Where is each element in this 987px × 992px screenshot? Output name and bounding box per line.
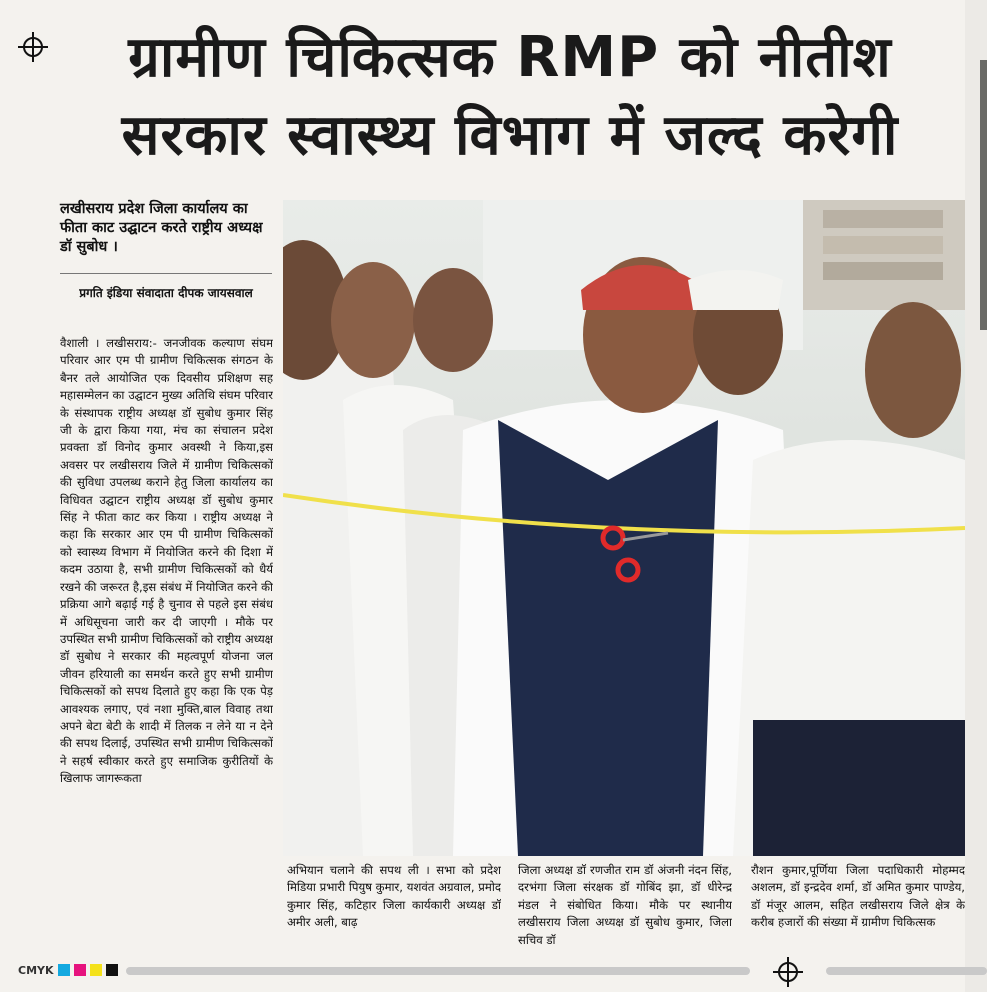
article-column-2: अभियान चलाने की सपथ ली । सभा को प्रदेश मिडिया प्रभारी पियुष कुमार, यशवंत अग्रवाल, प्रमोद कुमार सिंह, कटिहार जिला कार्यकारी अध्यक्ष डॉ अमीर अली, बाढ़	[287, 863, 501, 930]
registration-mark-icon	[18, 32, 48, 62]
registration-mark-icon	[773, 957, 803, 987]
ribbon-cutting-photo	[283, 200, 965, 856]
yellow-swatch	[90, 964, 102, 976]
headline-line-1: ग्रामीण चिकित्सक RMP को नीतीश	[128, 25, 892, 90]
article-column-1: वैशाली । लखीसराय:- जनजीवक कल्याण संघम परिवार आर एम पी ग्रामीण चिकित्सक संगठन के बैनर तले आयोजित एक दिवसीय प्रशिक्षण सह महासम्मेलन का उद्घाटन मुख्य अतिथि संघम परिवार के संस्थापक राष्ट्रीय अध्यक्ष डॉ सुबोध कुमार सिंह जी के द्वारा किया गया, मंच का संचालन प्रदेश प्रवक्ता डॉ विनोद कुमार अवस्थी ने किया,इस अवसर पर लखीसराय जिले में ग्रामीण चिकित्सकों की सुविधा उपलब्ध कराने हेतु जिला कार्यालय का विधिवत उद्घाटन राष्ट्रीय अध्यक्ष डॉ सुबोध कुमार सिंह ने फीता काट कर किया । राष्ट्रीय अध्यक्ष ने कहा कि सरकार आर एम पी ग्रामीण चिकित्सकों को स्वास्थ्य विभाग में नियोजित करने की दिशा में कदम उठाया है, सभी ग्रामीण चिकित्सकों को धैर्य रखने की जरूरत है,इस संबंध में नियोजित करने की प्रक्रिया आगे बढ़ाई गई है चुनाव से पहले इस संबंध में अधिसूचना जारी कर दी जाएगी । मौके पर उपस्थित सभी ग्रामीण चिकित्सकों को राष्ट्रीय अध्यक्ष डॉ सुबोध ने सरकार की महत्वपूर्ण योजना जल जीवन हरियाली का समर्थन करते हुए सभी ग्रामीण चिकित्सकों को सपथ दिलाते हुए कहा कि एक पेड़ आवश्यक लगाए, एवं नशा मुक्ति,बाल विवाह तथा अपने बेटा बेटी के शादी में तिलक न लेने या न देने की सपथ दिलाई, उपस्थित सभी ग्रामीण चिकित्सकों ने सहर्ष स्वीकार करते हुए समाजिक कुरीतियों के खिलाफ जागरूकता	[60, 336, 273, 786]
article-column-3: जिला अध्यक्ष डॉ रणजीत राम डॉ अंजनी नंदन सिंह, दरभंगा जिला संरक्षक डॉ गोबिंद झा, डॉ धीरेन्द्र मंडल ने संबोधित किया। मौके पर स्थानीय लखीसराय जिला अध्यक्ष डॉ सुबोध कुमार, जिला सचिव डॉ	[518, 863, 732, 947]
cyan-swatch	[58, 964, 70, 976]
headline-line-2: सरकार स्वास्थ्य विभाग में जल्द करेगी	[121, 103, 899, 168]
photo-caption: लखीसराय प्रदेश जिला कार्यालय का फीता काट उद्घाटन करते राष्ट्रीय अध्यक्ष डॉ सुबोध ।	[60, 201, 263, 255]
footer-bar-right	[826, 967, 987, 975]
byline: प्रगति इंडिया संवादाता दीपक जायसवाल	[79, 286, 253, 300]
footer-bar-left	[126, 967, 750, 975]
adjacent-page-photo	[980, 60, 987, 330]
black-swatch	[106, 964, 118, 976]
caption-divider	[60, 273, 272, 274]
news-photo	[283, 200, 965, 856]
magenta-swatch	[74, 964, 86, 976]
cmyk-label: CMYK	[18, 964, 54, 977]
article-column-4: रौशन कुमार,पूर्णिया जिला पदाधिकारी मोहम्मद अशलम, डॉ इन्द्रदेव शर्मा, डॉ अमित कुमार पाण्डेय, डॉ मंजूर आलम, सहित लखीसराय जिले क्षेत्र के करीब हजारों की संख्या में ग्रामीण चिकित्सक	[751, 863, 965, 930]
